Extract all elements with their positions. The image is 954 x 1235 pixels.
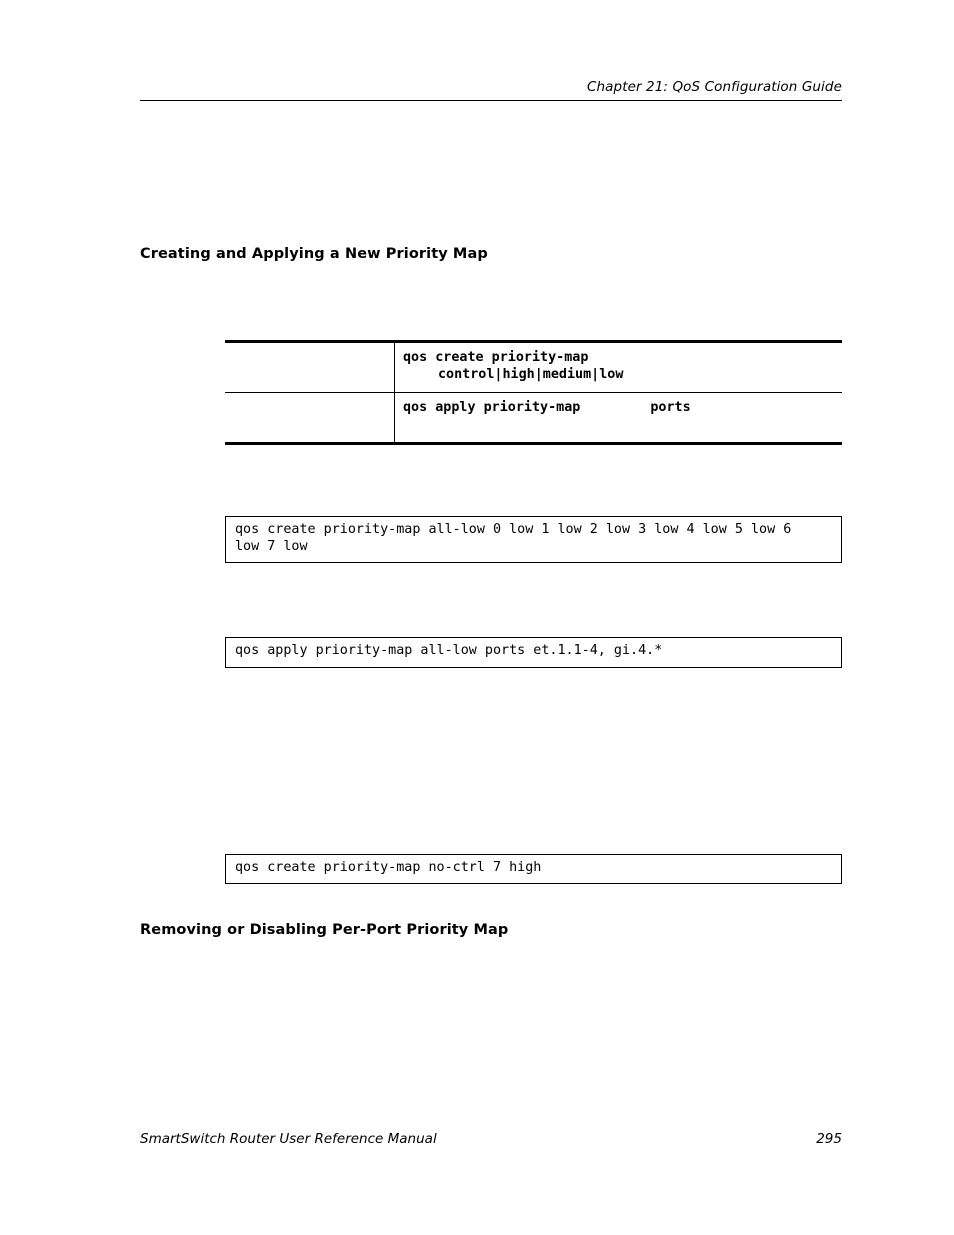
table-row	[225, 343, 842, 392]
footer-manual-title: SmartSwitch Router User Reference Manual	[140, 1131, 437, 1147]
code-line: qos apply priority-map all-low ports et.1.1-4, gi.4.*	[235, 643, 663, 658]
command-syntax-cell	[395, 343, 623, 392]
syntax-keyword-ports: ports	[650, 400, 691, 415]
section-heading-create-apply: Creating and Applying a New Priority Map	[140, 246, 488, 262]
example-code-create-no-ctrl	[225, 854, 842, 884]
code-line: qos create priority-map all-low 0 low 1 low 2 low 3 low 4 low 5 low 6	[235, 522, 792, 537]
syntax-line-options: control|high|medium|low	[438, 367, 624, 382]
code-line: low 7 low	[235, 539, 308, 554]
running-header: Chapter 21: QoS Configuration Guide	[586, 79, 842, 95]
command-purpose-cell	[225, 393, 395, 442]
command-purpose-cell	[225, 343, 395, 392]
code-line: qos create priority-map no-ctrl 7 high	[235, 860, 542, 875]
syntax-line: qos create priority-map	[403, 350, 589, 365]
section-heading-remove-disable: Removing or Disabling Per-Port Priority Map	[140, 922, 509, 938]
header-rule	[140, 100, 842, 101]
syntax-command: qos apply priority-map	[403, 400, 581, 415]
command-syntax-table	[225, 340, 842, 445]
example-code-apply-all-low	[225, 637, 842, 668]
example-code-create-all-low	[225, 516, 842, 563]
footer-page-number: 295	[816, 1131, 842, 1147]
table-row	[225, 392, 842, 442]
command-syntax-cell	[395, 393, 691, 442]
